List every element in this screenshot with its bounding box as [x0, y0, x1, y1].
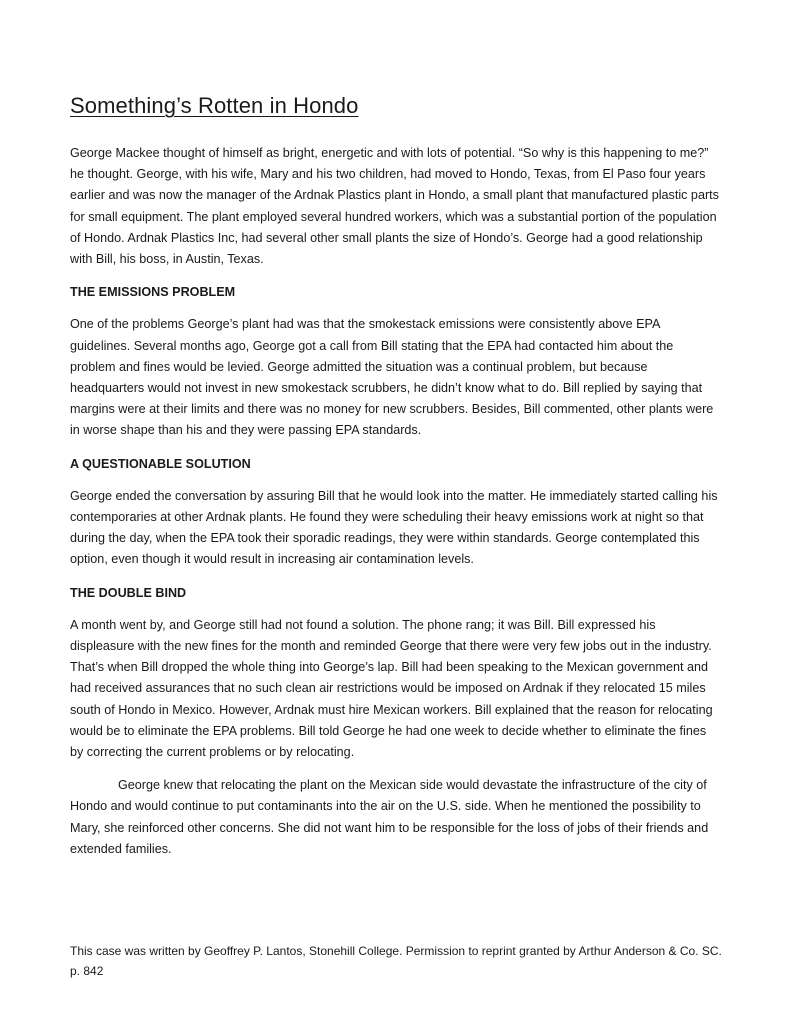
- questionable-solution-paragraph: George ended the conversation by assuring Bill that he would look into the matter. He immediately started calling his contemporaries at other Ardnak plants. He found they were scheduling their heavy emissions work at night so that during the day, when the EPA took their sporadic readings, they were within standards. George contemplated this option, even though it would result in increasing air contamination levels.: [70, 488, 718, 567]
- section-heading-emissions-problem: THE EMISSIONS PROBLEM: [70, 285, 236, 300]
- document-title: Something’s Rotten in Hondo: [70, 93, 359, 118]
- intro-paragraph: George Mackee thought of himself as bright, energetic and with lots of potential. “So why is this happening to me?” he thought. George, with his wife, Mary and his two children, had moved to Hondo, Texas, from El Paso four years earlier and was now the manager of the Ardnak Plastics plant in Hondo, a small plant that manufactured plastic parts for small equipment. The plant employed several hundred workers, which was a substantial portion of the population of Hondo. Ardnak Plastics Inc, had several other small plants the size of Hondo’s. George had a good relationship with Bill, his boss, in Austin, Texas.: [70, 146, 719, 267]
- document-body: [70, 143, 722, 872]
- section-heading-double-bind: THE DOUBLE BIND: [70, 585, 187, 600]
- emissions-problem-paragraph: One of the problems George’s plant had was that the smokestack emissions were consistently above EPA guidelines. Several months ago, George got a call from Bill stating that the EPA had contacted him about the problem and fines would be levied. George admitted the situation was a continual problem, but because headquarters would not invest in new smokestack scrubbers, he didn’t know what to do. Bill replied by saying that margins were at their limits and there was no money for new scrubbers. Besides, Bill commented, other plants were in worse shape than his and they were passing EPA standards.: [70, 317, 714, 438]
- double-bind-paragraph-continued: George knew that relocating the plant on the Mexican side would devastate the infrastructure of the city of Hondo and would continue to put contaminants into the air on the U.S. side. When he mentioned the possibility to Mary, she reinforced other concerns. She did not want him to be responsible for the loss of jobs of their friends and extended families.: [70, 778, 709, 856]
- document-page: [70, 0, 722, 1024]
- document-footer: This case was written by Geoffrey P. Lantos, Stonehill College. Permission to reprint granted by Arthur Anderson & Co. SC. p. 842: [70, 944, 722, 978]
- double-bind-paragraph: A month went by, and George still had not found a solution. The phone rang; it was Bill. Bill expressed his displeasure with the new fines for the month and reminded George that there were very few jobs out in the industry. That’s when Bill dropped the whole thing into George’s lap. Bill had been speaking to the Mexican government and had received assurances that no such clean air restrictions would be imposed on Ardnak if they relocated 15 miles south of Hondo in Mexico. However, Ardnak must hire Mexican workers. Bill explained that the reason for relocating would be to eliminate the EPA problems. Bill told George he had one week to decide whether to eliminate the fines by correcting the current problems or by relocating.: [70, 617, 713, 760]
- section-heading-questionable-solution: A QUESTIONABLE SOLUTION: [70, 456, 251, 471]
